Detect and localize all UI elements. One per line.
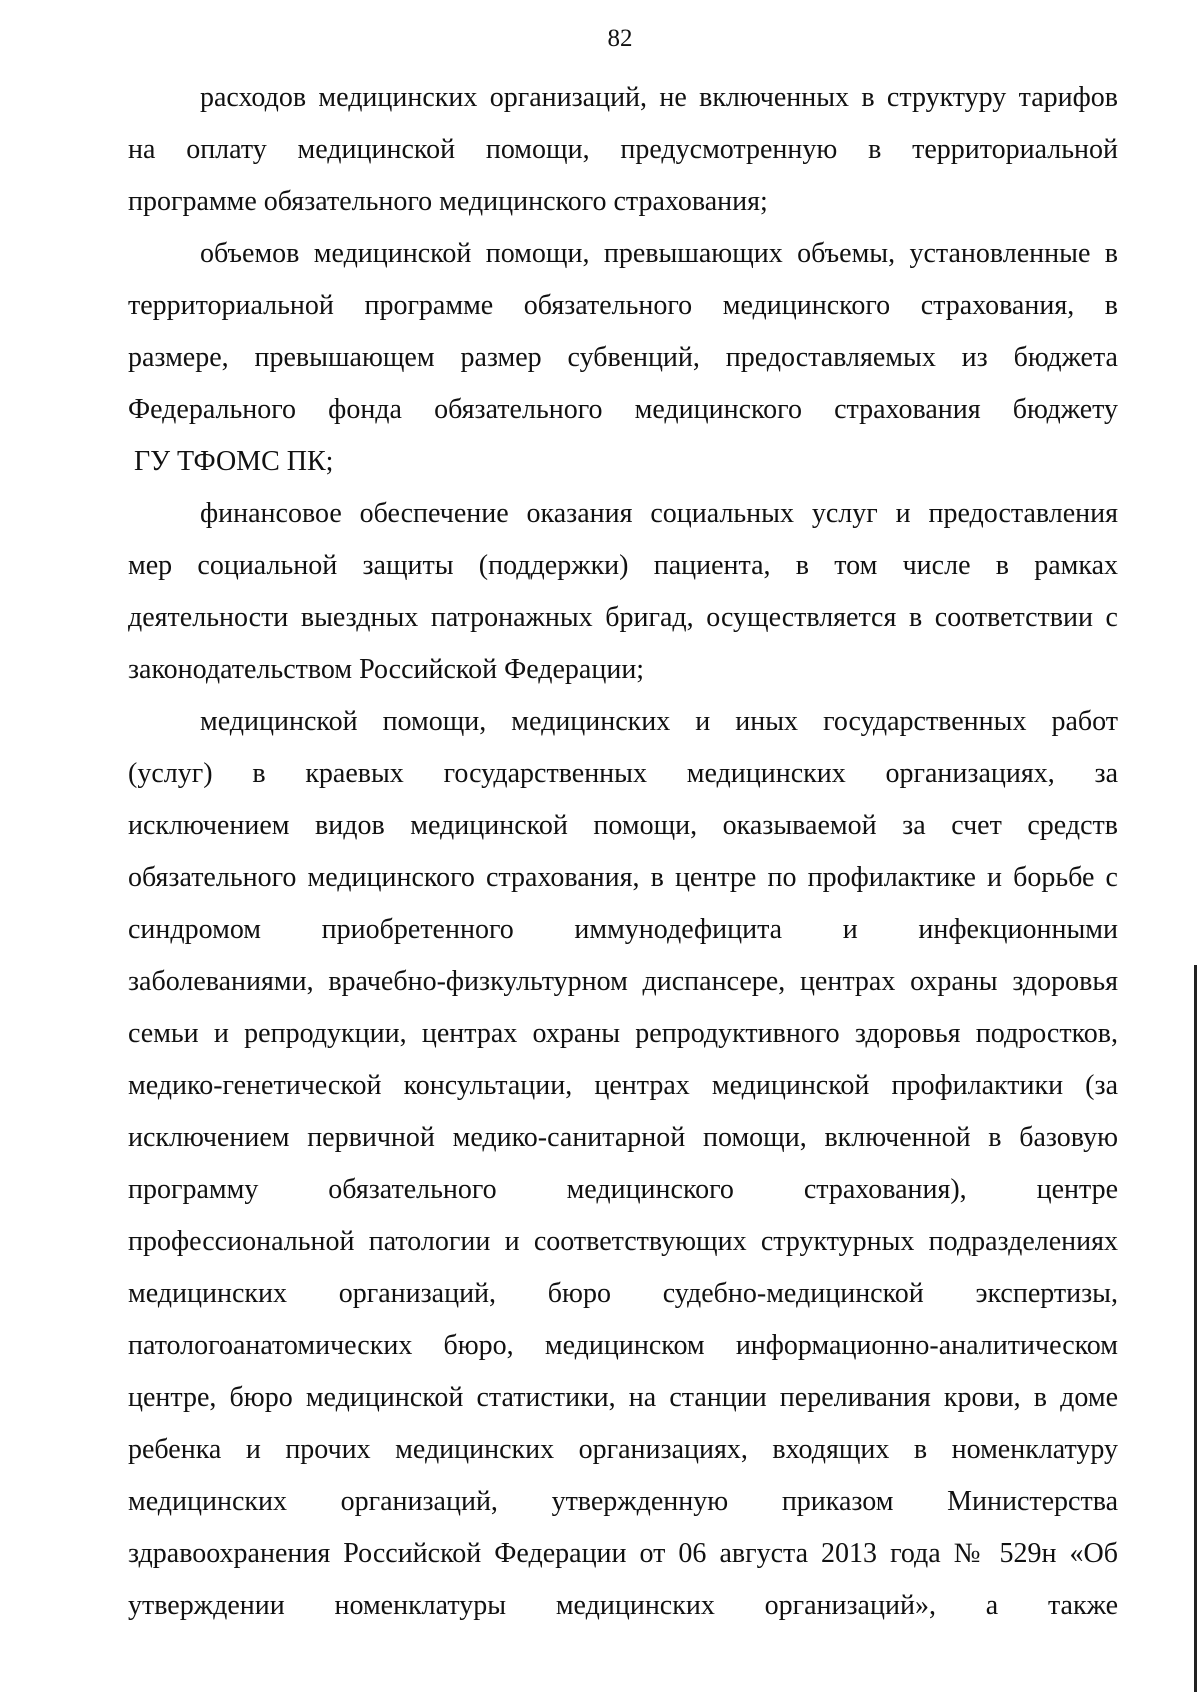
text-line: деятельности выездных патронажных бригад, осуществляется в соответствии с: [128, 602, 1118, 633]
text-line: объемов медицинской помощи, превышающих объемы, установленные в: [200, 238, 1118, 269]
text-line: территориальной программе обязательного медицинского страхования, в: [128, 290, 1118, 321]
text-line: медицинских организаций, утвержденную приказом Министерства: [128, 1486, 1118, 1517]
paragraph: [128, 488, 1118, 696]
text-line: семьи и репродукции, центрах охраны репродуктивного здоровья подростков,: [128, 1018, 1118, 1049]
text-line: заболеваниями, врачебно-физкультурном диспансере, центрах охраны здоровья: [128, 966, 1118, 997]
text-line: ГУ ТФОМС ПК;: [134, 446, 334, 477]
text-line: исключением первичной медико-санитарной помощи, включенной в базовую: [128, 1122, 1118, 1153]
text-line: финансовое обеспечение оказания социальных услуг и предоставления: [200, 498, 1118, 529]
paragraph: [128, 228, 1118, 488]
document-body: [128, 72, 1118, 1632]
text-line: программу обязательного медицинского страхования), центре: [128, 1174, 1118, 1205]
text-line: медицинских организаций, бюро судебно-медицинской экспертизы,: [128, 1278, 1118, 1309]
text-line: центре, бюро медицинской статистики, на станции переливания крови, в доме: [128, 1382, 1118, 1413]
paragraph: [128, 72, 1118, 228]
text-line: утверждении номенклатуры медицинских организаций», а также: [128, 1590, 1118, 1621]
text-line: законодательством Российской Федерации;: [128, 654, 645, 685]
scan-edge-shadow: [1194, 965, 1197, 1692]
text-line: программе обязательного медицинского страхования;: [128, 186, 768, 217]
page-number: 82: [607, 25, 633, 52]
text-line: исключением видов медицинской помощи, оказываемой за счет средств: [128, 810, 1118, 841]
text-line: на оплату медицинской помощи, предусмотренную в территориальной: [128, 134, 1118, 165]
text-line: здравоохранения Российской Федерации от 06 августа 2013 года № 529н «Об: [128, 1538, 1118, 1569]
text-line: медицинской помощи, медицинских и иных государственных работ: [200, 706, 1118, 737]
text-line: патологоанатомических бюро, медицинском информационно-аналитическом: [128, 1330, 1118, 1361]
text-line: обязательного медицинского страхования, в центре по профилактике и борьбе с: [128, 862, 1118, 893]
paragraph: [128, 696, 1118, 1632]
text-line: (услуг) в краевых государственных медицинских организациях, за: [128, 758, 1118, 789]
text-line: мер социальной защиты (поддержки) пациента, в том числе в рамках: [128, 550, 1118, 581]
text-line: профессиональной патологии и соответствующих структурных подразделениях: [128, 1226, 1118, 1257]
text-line: Федерального фонда обязательного медицинского страхования бюджету: [128, 394, 1118, 425]
text-line: медико-генетической консультации, центрах медицинской профилактики (за: [128, 1070, 1118, 1101]
text-line: синдромом приобретенного иммунодефицита и инфекционными: [128, 914, 1118, 945]
text-line: расходов медицинских организаций, не включенных в структуру тарифов: [200, 82, 1118, 113]
text-line: размере, превышающем размер субвенций, предоставляемых из бюджета: [128, 342, 1118, 373]
text-line: ребенка и прочих медицинских организациях, входящих в номенклатуру: [128, 1434, 1118, 1465]
